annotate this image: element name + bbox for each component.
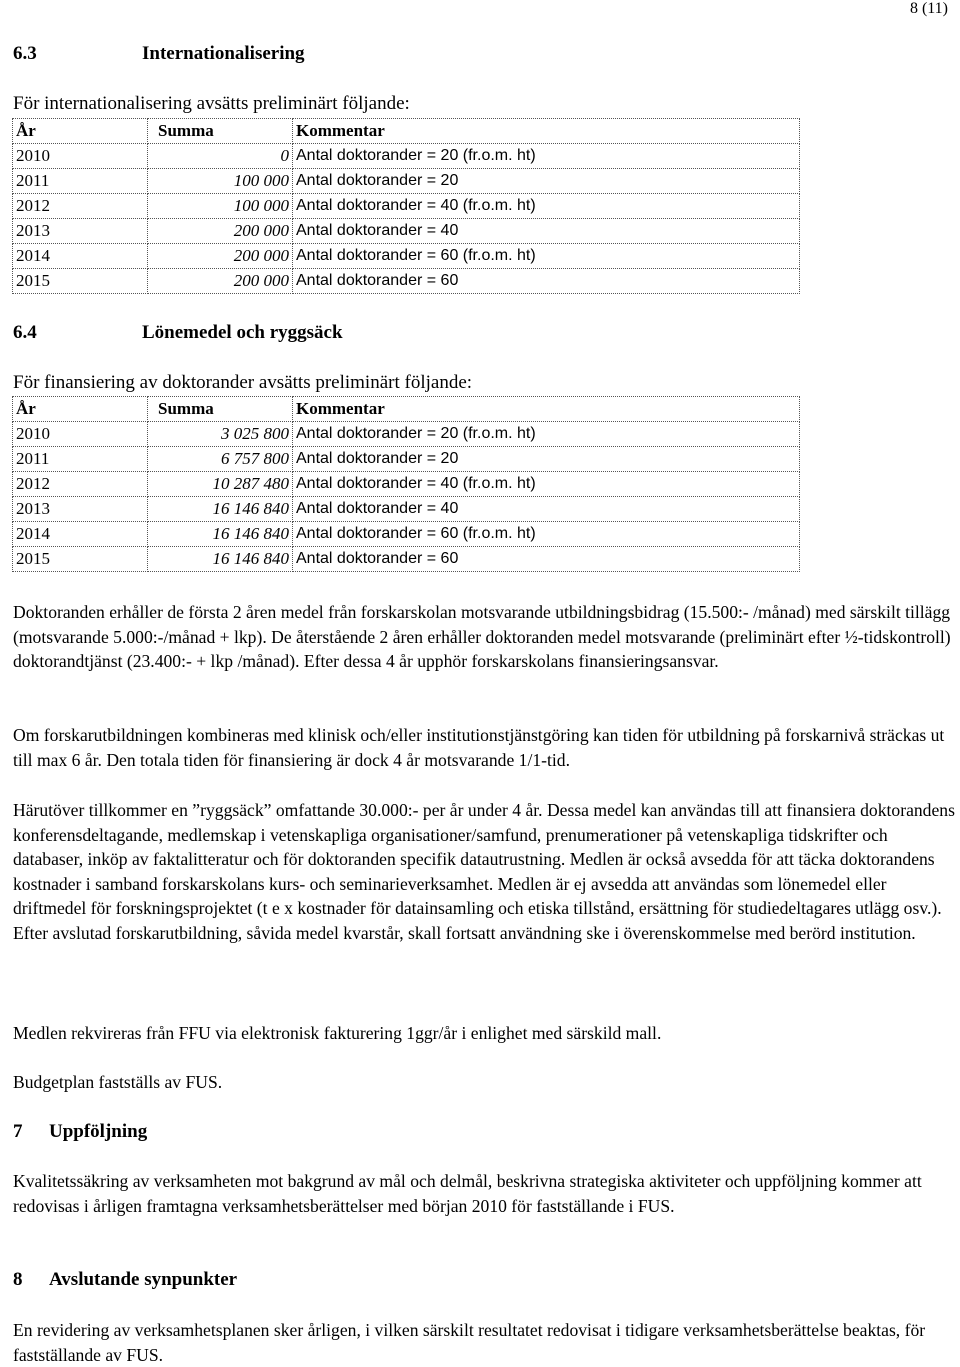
cell-sum: 16 146 840 [148, 497, 293, 522]
cell-sum: 200 000 [148, 244, 293, 269]
section-title: Uppföljning [49, 1121, 148, 1142]
cell-comment: Antal doktorander = 40 (fr.o.m. ht) [293, 472, 800, 497]
column-header-year: År [13, 397, 148, 422]
table-row [13, 472, 800, 497]
cell-comment: Antal doktorander = 20 (fr.o.m. ht) [293, 422, 800, 447]
cell-sum: 200 000 [148, 269, 293, 294]
cell-sum: 6 757 800 [148, 447, 293, 472]
internationalisation-budget-table [12, 118, 800, 294]
cell-year: 2012 [13, 194, 148, 219]
section-number: 6.3 [13, 43, 37, 64]
table-header-row [13, 119, 800, 144]
section-heading-6-3 [13, 43, 305, 65]
table-row [13, 169, 800, 194]
table-row [13, 219, 800, 244]
table-row [13, 269, 800, 294]
paragraph-doctoral-funding: Doktoranden erhåller de första 2 åren medel från forskarskolan motsvarande utbildningsbidrag (15.500:- /månad) med särskilt tillägg (motsvarande 5.000:-/månad + lkp). De återstående 2 åren erhåller doktoranden medel motsvarande (preliminärt efter ½-tidskontroll) doktorandtjänst (23.400:- + lkp /månad). Efter dessa 4 år upphör forskarskolans finansieringsansvar. [13, 602, 951, 672]
section-number: 8 [13, 1269, 23, 1290]
cell-sum: 3 025 800 [148, 422, 293, 447]
cell-sum: 10 287 480 [148, 472, 293, 497]
cell-comment: Antal doktorander = 20 [293, 169, 800, 194]
paragraph-concluding: En revidering av verksamhetsplanen sker årligen, i vilken särskilt resultatet redovisat i tidigare verksamhetsberättelse beaktas, för fastställande av FUS. [13, 1320, 926, 1365]
table-row [13, 244, 800, 269]
cell-comment: Antal doktorander = 20 [293, 447, 800, 472]
section-heading-6-4 [13, 322, 343, 344]
section-number: 6.4 [13, 322, 37, 343]
cell-year: 2013 [13, 219, 148, 244]
column-header-sum: Summa [148, 397, 293, 422]
cell-comment: Antal doktorander = 40 [293, 219, 800, 244]
cell-comment: Antal doktorander = 40 [293, 497, 800, 522]
cell-comment: Antal doktorander = 60 [293, 269, 800, 294]
column-header-sum: Summa [148, 119, 293, 144]
cell-year: 2015 [13, 269, 148, 294]
table-row [13, 547, 800, 572]
column-header-comment: Kommentar [293, 397, 800, 422]
cell-year: 2010 [13, 144, 148, 169]
section-intro: För finansiering av doktorander avsätts preliminärt följande: [13, 372, 473, 393]
table-row [13, 194, 800, 219]
cell-year: 2011 [13, 169, 148, 194]
cell-comment: Antal doktorander = 40 (fr.o.m. ht) [293, 194, 800, 219]
cell-year: 2011 [13, 447, 148, 472]
cell-year: 2015 [13, 547, 148, 572]
paragraph-requisition: Medlen rekvireras från FFU via elektronisk fakturering 1ggr/år i enlighet med särskild mall. [13, 1023, 662, 1043]
salary-budget-table [12, 396, 800, 572]
table-row [13, 497, 800, 522]
cell-year: 2014 [13, 244, 148, 269]
cell-comment: Antal doktorander = 60 (fr.o.m. ht) [293, 244, 800, 269]
table-header-row [13, 397, 800, 422]
column-header-comment: Kommentar [293, 119, 800, 144]
table-row [13, 422, 800, 447]
section-title: Internationalisering [142, 43, 305, 64]
cell-comment: Antal doktorander = 60 (fr.o.m. ht) [293, 522, 800, 547]
cell-comment: Antal doktorander = 60 [293, 547, 800, 572]
section-intro: För internationalisering avsätts preliminärt följande: [13, 93, 410, 114]
cell-year: 2013 [13, 497, 148, 522]
cell-sum: 100 000 [148, 194, 293, 219]
cell-sum: 16 146 840 [148, 547, 293, 572]
table-row [13, 144, 800, 169]
table-row [13, 522, 800, 547]
cell-sum: 200 000 [148, 219, 293, 244]
paragraph-extended-duration: Om forskarutbildningen kombineras med klinisk och/eller institutionstjänstgöring kan tiden för utbildning på forskarnivå sträckas ut till max 6 år. Den totala tiden för finansiering är dock 4 år motsvarande 1/1-tid. [13, 725, 945, 770]
cell-sum: 100 000 [148, 169, 293, 194]
column-header-year: År [13, 119, 148, 144]
paragraph-backpack-funds: Härutöver tillkommer en ”ryggsäck” omfattande 30.000:- per år under 4 år. Dessa medel kan användas till att finansiera doktorandens konferensdeltagande, medlemskap i vetenskapliga organisationer/samfund, prenumerationer på vetenskapliga tidskrifter och databaser, inköp av faktalitteratur och för doktoranden specifik datautrustning. Medlen är också avsedda för att täcka doktorandens kostnader i samband forskarskolans kurs- och seminarieverksamhet. Medlen är ej avsedda att användas som lönemedel eller driftmedel för forskningsprojektet (t e x kostnader för datainsamling och etiska tillstånd, ersättning för studiedeltagares utlägg osv.). Efter avslutad forskarutbildning, såvida medel kvarstår, skall fortsatt användning ske i överenskommelse med berörd institution. [13, 800, 955, 943]
cell-sum: 16 146 840 [148, 522, 293, 547]
section-heading-7 [13, 1121, 147, 1143]
section-title: Avslutande synpunkter [49, 1269, 238, 1290]
section-heading-8 [13, 1269, 237, 1291]
paragraph-budget-plan: Budgetplan fastställs av FUS. [13, 1072, 223, 1092]
paragraph-follow-up: Kvalitetssäkring av verksamheten mot bakgrund av mål och delmål, beskrivna strategiska aktiviteter och uppföljning kommer att redovisas i årligen framtagna verksamhetsberättelser med början 2010 för fastställande i FUS. [13, 1171, 922, 1216]
section-title: Lönemedel och ryggsäck [142, 322, 343, 343]
table-row [13, 447, 800, 472]
cell-year: 2010 [13, 422, 148, 447]
cell-comment: Antal doktorander = 20 (fr.o.m. ht) [293, 144, 800, 169]
section-number: 7 [13, 1121, 23, 1142]
cell-year: 2014 [13, 522, 148, 547]
page-number: 8 (11) [909, 0, 948, 17]
cell-sum: 0 [148, 144, 293, 169]
cell-year: 2012 [13, 472, 148, 497]
